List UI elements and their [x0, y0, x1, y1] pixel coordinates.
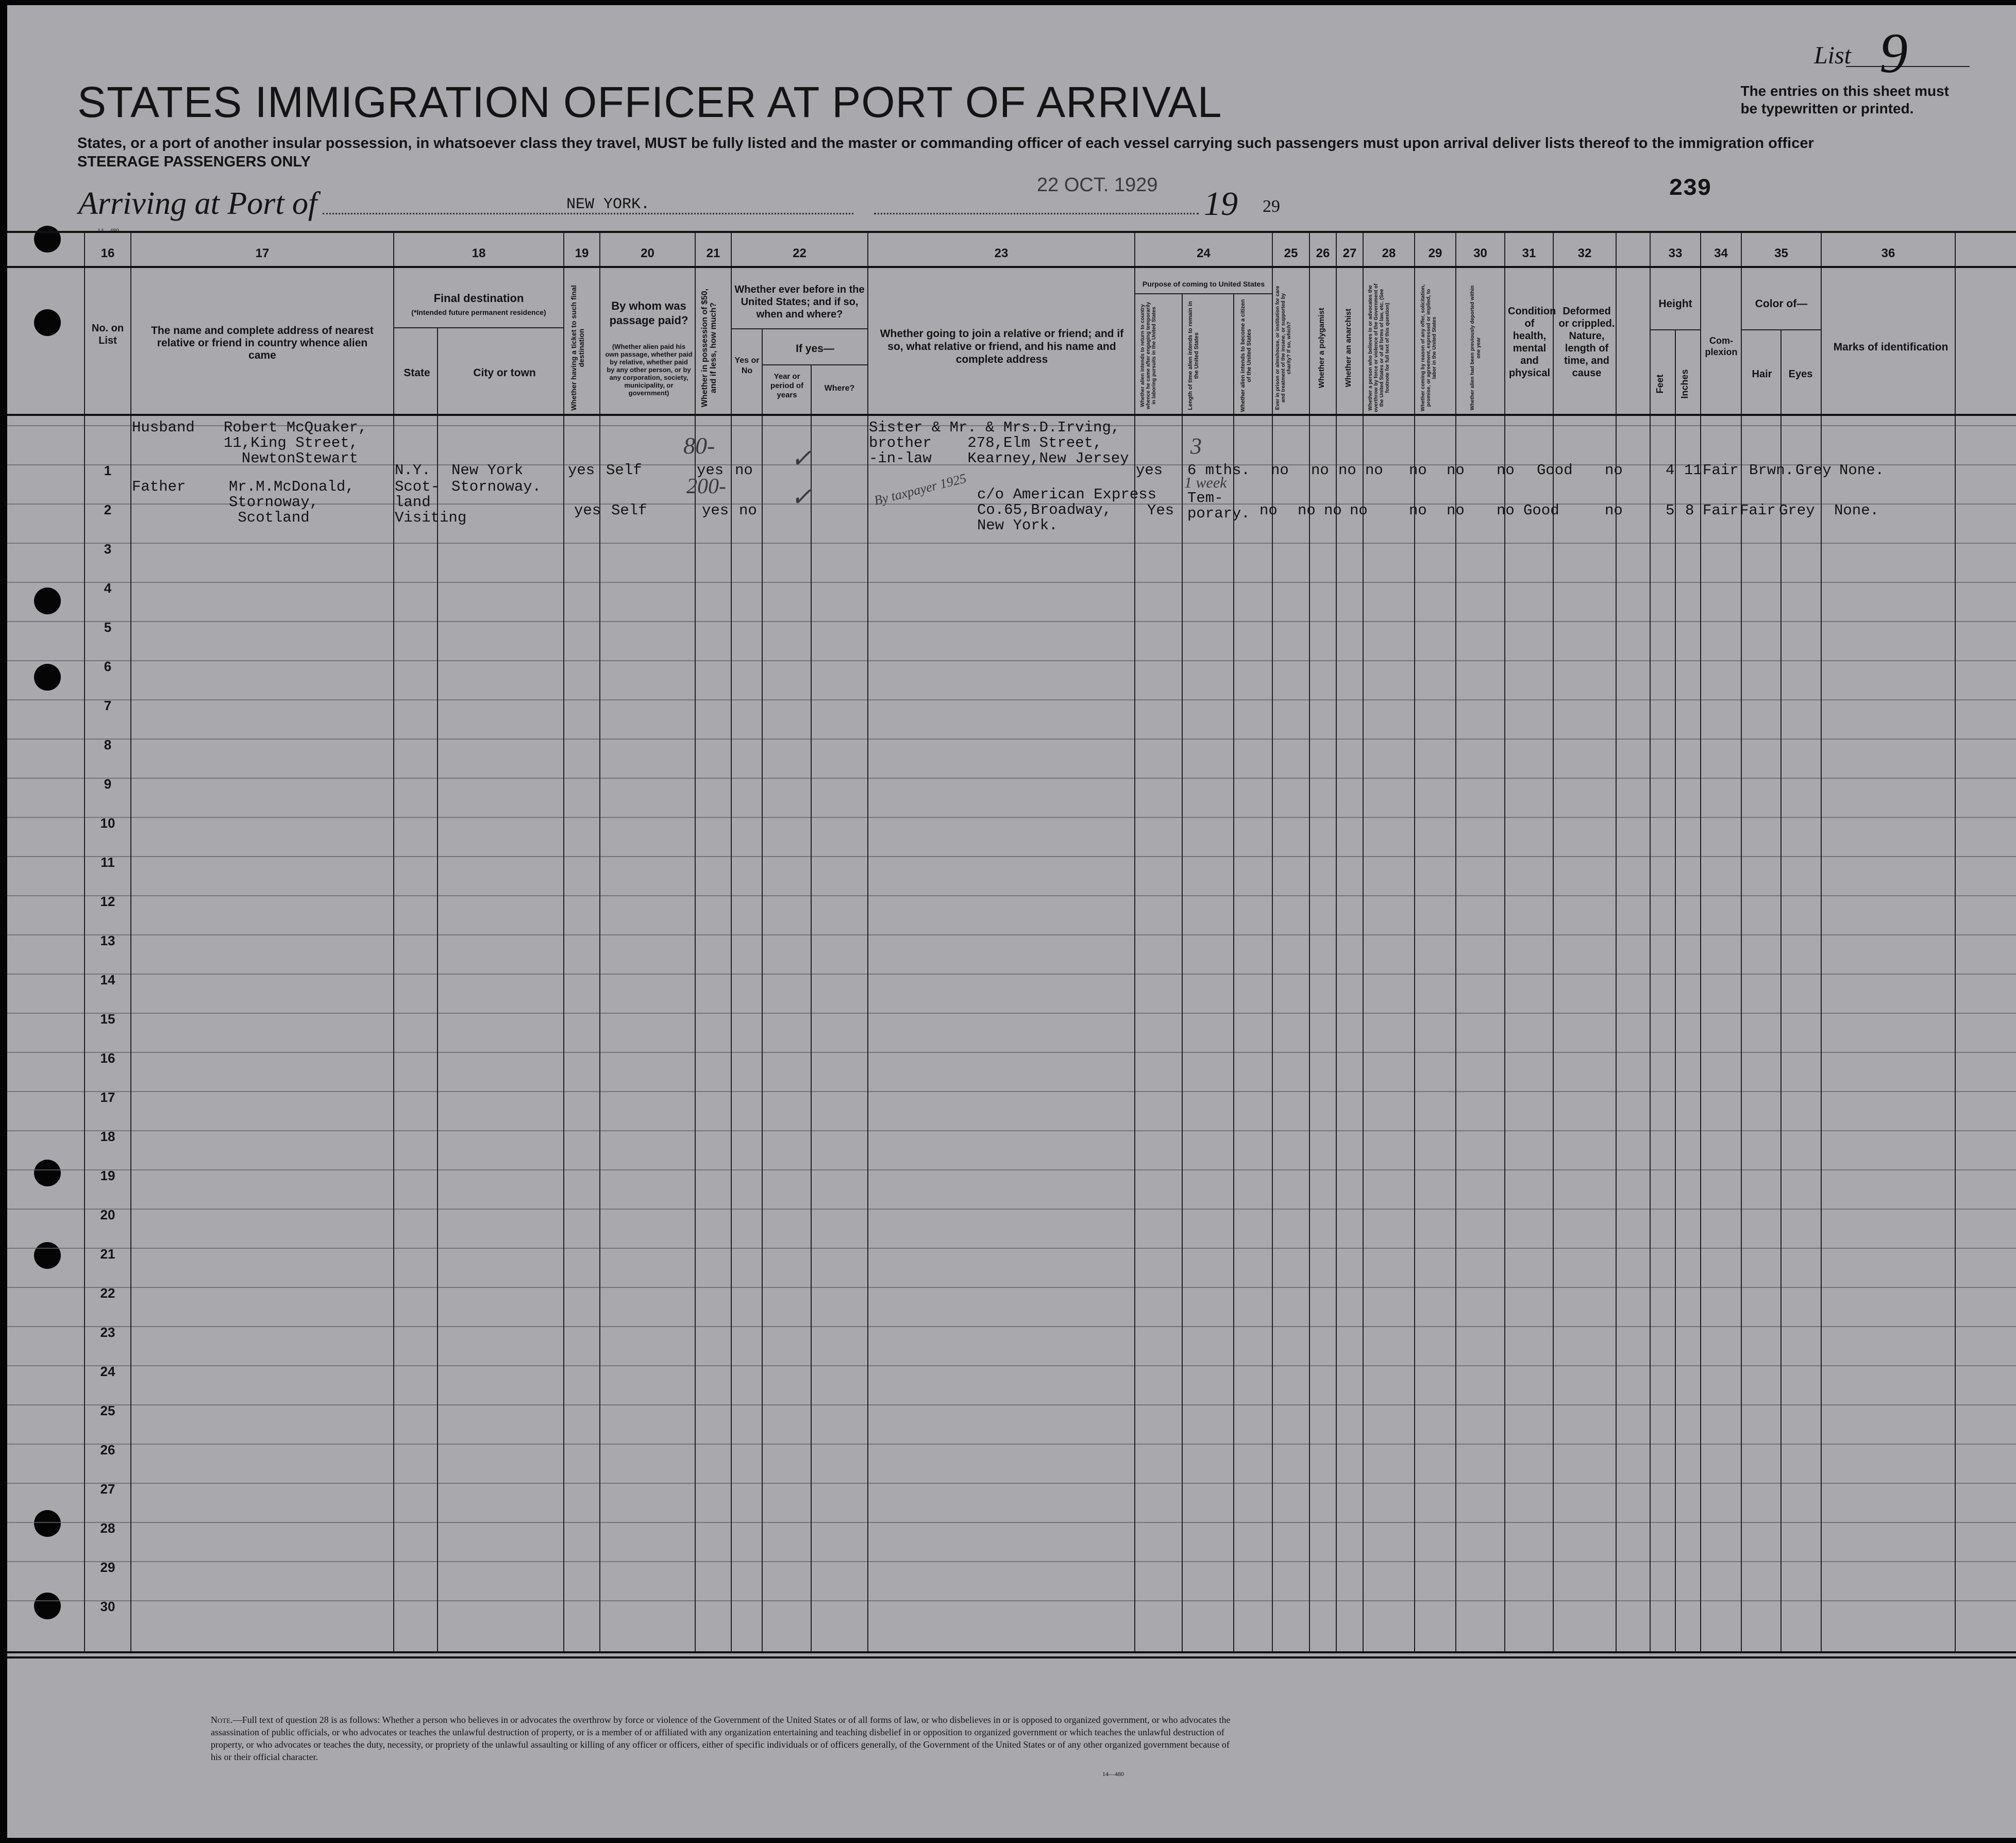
- header-purpose: Purpose of coming to United States: [1142, 280, 1265, 288]
- row-number: 10: [100, 815, 115, 831]
- row-number: 20: [100, 1207, 115, 1222]
- header-final-destination-note: (*Intended future permanent residence): [411, 308, 546, 316]
- col-num-36: 36: [1881, 246, 1895, 260]
- row2-ever-before: no: [739, 502, 757, 519]
- row-number: 1: [104, 463, 112, 478]
- row1-length-hand: 3: [1190, 433, 1202, 459]
- arriving-label: Arriving at Port of: [78, 186, 317, 221]
- row-number: 5: [104, 619, 112, 635]
- col-num-25: 25: [1284, 246, 1298, 260]
- table-grid: [7, 5, 2016, 1838]
- row-number: 11: [100, 855, 115, 870]
- year-prefix: 19: [1204, 185, 1238, 223]
- row2-joining-note: By taxpayer 1925: [872, 471, 968, 508]
- header-deported: Whether alien had been previously deported within one year: [1470, 285, 1482, 411]
- col-num-32: 32: [1577, 246, 1592, 260]
- row-number: 2: [104, 502, 112, 517]
- header-relative-address: The name and complete address of nearest relative or friend in country whence alien came: [151, 325, 374, 361]
- header-city-or-town: City or town: [473, 367, 536, 379]
- row-number: 12: [100, 894, 115, 909]
- col-num-26: 26: [1316, 246, 1330, 260]
- form-code-top: 14—480: [97, 227, 119, 234]
- row1-relative-address: Robert McQuaker, 11,King Street, NewtonStewart: [224, 419, 367, 467]
- row-number: 8: [104, 737, 112, 752]
- col-num-20: 20: [641, 246, 654, 260]
- header-hair: Hair: [1752, 368, 1772, 380]
- form-code-bottom: 14—480: [1102, 1770, 1124, 1778]
- row2-marks: None.: [1834, 502, 1879, 519]
- row2-joining: c/o American Express Co.65,Broadway, New York.: [977, 486, 1157, 534]
- header-feet: Feet: [1655, 374, 1665, 394]
- typewritten-note-line1: The entries on this sheet must: [1740, 83, 1949, 99]
- row2-checkmark: ✓: [791, 482, 812, 511]
- row2-polygamist: no: [1324, 502, 1342, 519]
- form-intro-line2: STEERAGE PASSENGERS ONLY: [77, 154, 311, 170]
- col-num-24: 24: [1197, 246, 1211, 260]
- date-stamp: 22 OCT. 1929: [1037, 174, 1158, 196]
- footnote-text: —Full text of question 28 is as follows: Whether a person who believes in or advocates the overthrow by force or violence of the Government of the United States or of all forms of law, or who disbelieves in or is opposed to organized government, or who advocates the assassination of public officials, or who advocates or teaches the unlawful destruction of property, or is a member of or affiliated with any organization entertaining and teaching disbelief in or opposition to organized government or which teaches the unlawful destruction of property, or who advocates or teaches the duty, necessity, or propriety of the unlawful assaulting or killing of any officer or officers, either of specific individuals or of officers generally, of the Government of the United States or of any other organized government because of his or their official character.: [211, 1715, 1231, 1762]
- year-suffix: 29: [1263, 197, 1280, 216]
- manifest-sheet: [7, 5, 2016, 1838]
- col-num-30: 30: [1473, 246, 1487, 260]
- header-anarchist: Whether an anarchist: [1344, 308, 1353, 388]
- row2-deported: no: [1497, 502, 1515, 519]
- row-number: 22: [100, 1285, 115, 1301]
- row1-money-amount: 80-: [683, 432, 715, 459]
- header-year-or-period: Year or period of years: [770, 372, 804, 399]
- row1-ever-before: no: [735, 462, 753, 479]
- header-no-on-list: No. on List: [91, 323, 124, 346]
- row2-city: Stornoway.: [451, 478, 542, 495]
- col-num-21: 21: [706, 246, 720, 260]
- row2-money-amount: 200-: [686, 475, 726, 498]
- col-num-35: 35: [1774, 246, 1788, 260]
- header-possession-50: Whether in possession of $50, and if less, how much?: [700, 288, 718, 408]
- row1-state: N.Y.: [395, 462, 431, 479]
- row1-deformed: no: [1605, 462, 1623, 479]
- row2-relation: Father: [132, 478, 186, 495]
- row2-q28: no: [1409, 502, 1427, 519]
- header-where: Where?: [824, 384, 855, 393]
- footnote-lead: Note.: [211, 1715, 233, 1725]
- col-num-19: 19: [575, 246, 589, 260]
- row-number: 19: [100, 1168, 115, 1183]
- header-question-28: Whether a person who believes in or advocates the overthrow by force or violence of the Government of the United States or of all forms of law, etc. (See footnote for full text of this question): [1368, 283, 1390, 412]
- row2-prison: no: [1298, 502, 1316, 519]
- header-ever-before: Whether ever before in the United States; and if so, when and where?: [734, 284, 865, 320]
- row2-return: Yes: [1147, 502, 1174, 519]
- col-num-33: 33: [1668, 246, 1683, 260]
- row1-inches: 11: [1684, 462, 1702, 479]
- header-purpose-citizen: Whether alien intends to become a citizen of the United States: [1240, 299, 1252, 412]
- col-num-18: 18: [472, 246, 486, 260]
- row-number: 3: [104, 541, 112, 557]
- row1-q28: no: [1409, 462, 1427, 479]
- row2-relative-address: Mr.M.McDonald, Stornoway, Scotland: [229, 478, 355, 526]
- row1-return: yes: [1136, 462, 1163, 479]
- header-height: Height: [1658, 298, 1692, 310]
- row2-deformed: no: [1605, 502, 1623, 519]
- header-marks: Marks of identification: [1833, 341, 1948, 353]
- col-num-16: 16: [100, 246, 115, 260]
- row-number: 30: [100, 1599, 115, 1614]
- header-final-destination: Final destination: [433, 292, 524, 305]
- row2-state: Scot- land Visiting: [395, 478, 467, 526]
- row2-anarchist: no: [1350, 502, 1368, 519]
- row1-polygamist: no: [1338, 462, 1356, 479]
- port-name: NEW YORK.: [566, 196, 650, 213]
- list-label: List: [1813, 42, 1851, 69]
- row-number: 28: [100, 1520, 115, 1536]
- row1-hair: Brwn.: [1749, 462, 1794, 479]
- header-eyes: Eyes: [1788, 368, 1813, 380]
- row1-length: 6 mths.: [1187, 462, 1250, 479]
- row2-hair: Fair: [1740, 502, 1776, 519]
- row1-q29: no: [1447, 462, 1465, 479]
- col-num-31: 31: [1522, 246, 1536, 260]
- header-yes-or-no: Yes or No: [734, 356, 760, 375]
- row2-feet: 5: [1666, 502, 1675, 519]
- row-number: 25: [100, 1403, 115, 1418]
- form-intro-line1: States, or a port of another insular possession, in whatsoever class they travel, MUST be fully listed and the master or commanding officer of each vessel carrying such passengers must upon arrival deliver lists thereof to the immigration officer: [77, 135, 1814, 152]
- header-deformed: Deformed or crippled. Nature, length of time, and cause: [1558, 306, 1615, 379]
- row-number: 23: [100, 1325, 115, 1340]
- row1-feet: 4: [1666, 462, 1675, 479]
- row2-complexion: Fair: [1703, 502, 1739, 519]
- row-number: 29: [100, 1560, 115, 1575]
- row2-q29: no: [1447, 502, 1465, 519]
- header-by-whom-paid: By whom was passage paid?: [609, 299, 688, 327]
- form-title: STATES IMMIGRATION OFFICER AT PORT OF ARRIVAL: [77, 78, 1222, 126]
- header-joining: Whether going to join a relative or friend; and if so, what relative or friend, and his name and complete address: [880, 328, 1124, 365]
- row-number: 27: [100, 1481, 115, 1497]
- header-polygamist: Whether a polygamist: [1317, 308, 1326, 388]
- list-number: 9: [1879, 22, 1908, 85]
- row-number: 26: [100, 1442, 115, 1457]
- header-prison: Ever in prison or almshouse, or institution for care and treatment of the insane, or supported by charity? If so, which?: [1275, 286, 1292, 410]
- header-purpose-length: Length of time alien intends to remain in the United States: [1187, 301, 1200, 410]
- col-num-23: 23: [994, 246, 1009, 260]
- row2-paid-by: Self: [611, 502, 647, 519]
- row1-relation: Husband: [132, 419, 195, 436]
- header-state: State: [404, 367, 430, 379]
- row-number: 18: [100, 1129, 115, 1144]
- row1-ticket: yes: [568, 462, 595, 479]
- row2-health: Good: [1523, 502, 1559, 519]
- header-complexion: Com- plexion: [1705, 336, 1738, 357]
- row1-citizen: no: [1271, 462, 1289, 479]
- row1-checkmark: ✓: [791, 444, 812, 473]
- header-color-of: Color of—: [1755, 298, 1808, 310]
- row1-money: yes: [697, 462, 724, 479]
- header-purpose-return: Whether alien intends to return to country whence he came after engaging temporarily in laboring pursuits in the United States: [1140, 301, 1157, 410]
- row1-prison: no: [1311, 462, 1329, 479]
- col-num-22: 22: [793, 246, 807, 260]
- col-num-17: 17: [255, 246, 270, 260]
- row2-length: Tem- porary.: [1187, 490, 1250, 522]
- row-number: 9: [104, 776, 112, 792]
- header-if-yes: If yes—: [796, 343, 834, 355]
- row1-complexion: Fair: [1703, 462, 1739, 479]
- col-num-28: 28: [1382, 246, 1396, 260]
- row-number: 15: [100, 1011, 115, 1027]
- row2-length-hand: 1 week: [1184, 474, 1227, 491]
- row2-citizen: no: [1259, 502, 1278, 519]
- row2-inches: 8: [1685, 502, 1694, 519]
- header-ticket: Whether having a ticket to such final destination: [569, 285, 585, 411]
- row-number: 4: [104, 580, 112, 596]
- col-num-34: 34: [1714, 246, 1728, 260]
- row2-money: yes: [702, 502, 729, 519]
- footnote: [211, 1714, 1241, 1763]
- row-number: 14: [100, 972, 115, 987]
- row-number: 21: [100, 1246, 115, 1262]
- row1-anarchist: no: [1365, 462, 1383, 479]
- header-health: Condition of health, mental and physical: [1508, 306, 1556, 379]
- row1-joining: Sister & Mr. & Mrs.D.Irving, brother 278,Elm Street, -in-law Kearney,New Jersey: [869, 419, 1129, 467]
- row2-eyes: Grey: [1779, 502, 1815, 519]
- typewritten-note-line2: be typewritten or printed.: [1740, 100, 1914, 116]
- row-number: 24: [100, 1364, 115, 1379]
- row-number: 17: [100, 1090, 115, 1105]
- col-num-29: 29: [1428, 246, 1442, 260]
- row1-paid-by: Self: [606, 462, 642, 479]
- row1-marks: None.: [1839, 462, 1885, 479]
- col-num-27: 27: [1342, 246, 1357, 260]
- row1-city: New York: [451, 462, 524, 479]
- page-number: 239: [1669, 175, 1711, 202]
- row2-ticket: yes: [574, 502, 601, 519]
- row-number: 13: [100, 933, 115, 948]
- row1-health: Good: [1537, 462, 1573, 479]
- header-question-29: Whether coming by reason of any offer, solicitation, promise, or agreement, expressed or implied, to labor in the United States: [1420, 284, 1437, 412]
- row-number: 16: [100, 1050, 115, 1066]
- row1-eyes: Grey: [1795, 462, 1832, 479]
- row-number: 6: [104, 659, 112, 674]
- header-by-whom-paid-note: (Whether alien paid his own passage, whether paid by relative, whether paid by any other person, or by any corporation, society, municipality, or government): [605, 343, 693, 397]
- row1-deported: no: [1497, 462, 1515, 479]
- row-number: 7: [104, 698, 112, 713]
- header-inches: Inches: [1679, 369, 1690, 399]
